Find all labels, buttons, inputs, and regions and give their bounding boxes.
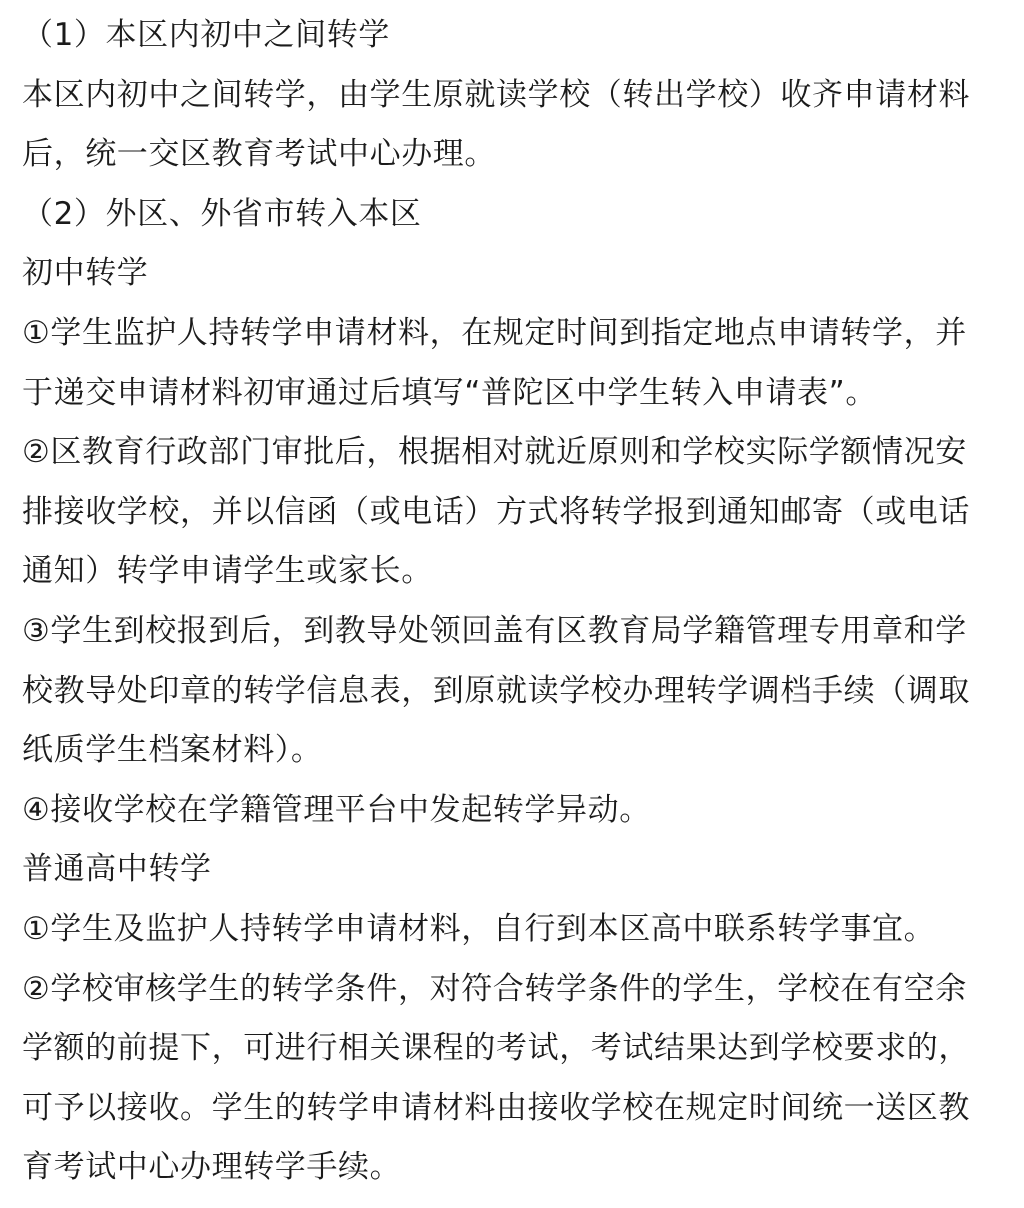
paragraph-line: ①学生及监护人持转学申请材料，自行到本区高中联系转学事宜。 xyxy=(22,910,936,947)
paragraph-line: 于递交申请材料初审通过后填写“普陀区中学生转入申请表”。 xyxy=(22,374,877,411)
paragraph-line: 学额的前提下，可进行相关课程的考试，考试结果达到学校要求的， xyxy=(22,1030,970,1067)
paragraph-line: 排接收学校，并以信函（或电话）方式将转学报到通知邮寄（或电话 xyxy=(22,493,970,530)
paragraph-line: ②区教育行政部门审批后，根据相对就近原则和学校实际学额情况安 xyxy=(22,434,967,471)
paragraph-line: 纸质学生档案材料）。 xyxy=(22,732,323,769)
paragraph-line: 后，统一交区教育考试中心办理。 xyxy=(22,136,496,173)
paragraph-line: ④接收学校在学籍管理平台中发起转学异动。 xyxy=(22,791,651,828)
subsection-heading: 普通高中转学 xyxy=(22,851,212,888)
paragraph-line: 育考试中心办理转学手续。 xyxy=(22,1149,402,1186)
paragraph-line: ②学校审核学生的转学条件，对符合转学条件的学生，学校在有空余 xyxy=(22,970,967,1007)
paragraph-line: ③学生到校报到后，到教导处领回盖有区教育局学籍管理专用章和学 xyxy=(22,612,967,649)
paragraph-line: 通知）转学申请学生或家长。 xyxy=(22,553,433,590)
subsection-heading: 初中转学 xyxy=(22,255,149,292)
paragraph-line: ①学生监护人持转学申请材料，在规定时间到指定地点申请转学，并 xyxy=(22,314,967,351)
paragraph-line: 可予以接收。学生的转学申请材料由接收学校在规定时间统一送区教 xyxy=(22,1089,970,1126)
section-heading: （1）本区内初中之间转学 xyxy=(22,17,390,53)
paragraph-line: 校教导处印章的转学信息表，到原就读学校办理转学调档手续（调取 xyxy=(22,672,970,709)
section-heading: （2）外区、外省市转入本区 xyxy=(22,195,422,232)
paragraph-line: 本区内初中之间转学，由学生原就读学校（转出学校）收齐申请材料 xyxy=(22,76,970,113)
document-body xyxy=(22,6,1012,1198)
